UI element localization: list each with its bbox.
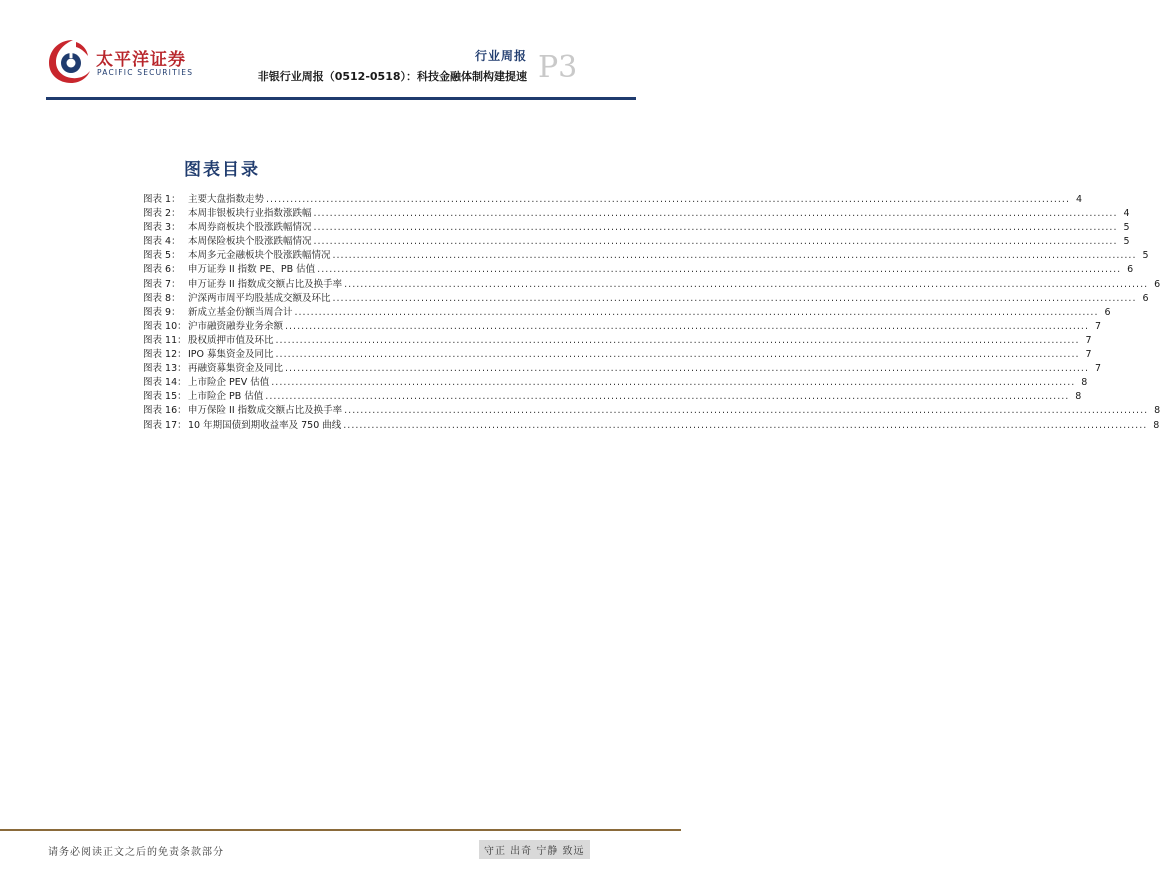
- footer-motto: 守正 出奇 宁静 致远: [479, 840, 590, 859]
- toc-leader-dots: ........................................................................................................................................................................................................: [285, 363, 1089, 375]
- toc-entry-page: 7: [1085, 334, 1092, 346]
- toc-entry[interactable]: [143, 191, 1082, 205]
- toc-leader-dots: ........................................................................................................................................................................................................: [285, 320, 1089, 332]
- toc-entry-title: 本周券商板块个股涨跌幅情况: [188, 222, 312, 234]
- toc-entry-number: 图表 13：: [143, 363, 187, 375]
- toc-leader-dots: ........................................................................................................................................................................................................: [271, 377, 1076, 389]
- toc-entry[interactable]: [143, 360, 1101, 375]
- toc-entry[interactable]: [143, 332, 1092, 346]
- toc-entry-number: 图表 2：: [143, 208, 181, 220]
- report-title: 非银行业周报（0512-0518）：科技金融体制构建提速: [257, 70, 527, 83]
- toc-entry-number: 图表 12：: [143, 349, 187, 361]
- toc-entry-page: 8: [1154, 405, 1160, 417]
- toc-entry-title: IPO 募集资金及同比: [188, 349, 274, 361]
- toc-entry[interactable]: [143, 276, 1160, 290]
- toc-entry[interactable]: [143, 402, 1160, 417]
- report-type: 行业周报: [474, 49, 527, 63]
- toc-entry[interactable]: [143, 233, 1130, 248]
- toc-entry-page: 6: [1104, 306, 1111, 318]
- toc-entry[interactable]: [143, 346, 1092, 361]
- toc-title: 图表目录: [184, 160, 260, 180]
- toc-entry-page: 8: [1153, 419, 1160, 431]
- toc-entry[interactable]: [143, 261, 1134, 276]
- toc-entry-number: 图表 4：: [143, 236, 181, 248]
- toc-entry[interactable]: [143, 304, 1111, 318]
- toc-leader-dots: ........................................................................................................................................................................................................: [344, 405, 1149, 417]
- toc-leader-dots: ........................................................................................................................................................................................................: [332, 292, 1137, 304]
- toc-entry-title: 股权质押市值及环比: [188, 334, 274, 346]
- toc-entry[interactable]: [143, 205, 1130, 220]
- toc-entry-number: 图表 9：: [143, 306, 181, 318]
- toc-entry-page: 7: [1094, 363, 1101, 375]
- toc-leader-dots: ........................................................................................................................................................................................................: [294, 306, 1099, 318]
- toc-entry-page: 5: [1123, 236, 1130, 248]
- toc-entry[interactable]: [143, 219, 1130, 234]
- toc-entry[interactable]: [143, 290, 1149, 304]
- toc-entry-title: 再融资募集资金及同比: [188, 363, 284, 375]
- toc-entry-number: 图表 5：: [143, 250, 181, 262]
- toc-entry-number: 图表 17：: [143, 419, 187, 431]
- toc-entry[interactable]: [143, 374, 1088, 389]
- footer-divider: [0, 829, 681, 831]
- toc-entry-title: 本周保险板块个股涨跌幅情况: [188, 236, 312, 248]
- toc-entry[interactable]: [143, 247, 1149, 262]
- toc-leader-dots: ........................................................................................................................................................................................................: [275, 349, 1080, 361]
- toc-entry-number: 图表 14：: [143, 377, 187, 389]
- toc-entry[interactable]: [143, 318, 1101, 332]
- toc-entry-number: 图表 16：: [143, 405, 187, 417]
- page-number: P3: [538, 50, 578, 85]
- toc-entry-number: 图表 11：: [143, 334, 187, 346]
- toc-entry-number: 图表 10：: [143, 320, 187, 332]
- toc-entry-page: 4: [1123, 208, 1130, 220]
- toc-entry-page: 8: [1075, 391, 1082, 403]
- toc-entry-page: 7: [1094, 320, 1101, 332]
- logo-english-name: PACIFIC SECURITIES: [97, 68, 194, 77]
- toc-entry-number: 图表 6：: [143, 264, 181, 276]
- toc-entry-page: 5: [1142, 250, 1149, 262]
- toc-entry-title: 沪深两市周平均股基成交额及环比: [188, 292, 331, 304]
- toc-entry-title: 10 年期国债到期收益率及 750 曲线: [188, 419, 342, 431]
- table-of-figures: [143, 191, 1160, 431]
- toc-leader-dots: ........................................................................................................................................................................................................: [313, 208, 1118, 220]
- toc-leader-dots: ........................................................................................................................................................................................................: [343, 419, 1148, 431]
- toc-entry-page: 6: [1127, 264, 1134, 276]
- toc-entry-page: 6: [1142, 292, 1149, 304]
- toc-entry-title: 申万证券 II 指数成交额占比及换手率: [188, 278, 343, 290]
- toc-leader-dots: ........................................................................................................................................................................................................: [265, 391, 1070, 403]
- toc-entry-title: 沪市融资融券业务余额: [188, 320, 284, 332]
- toc-leader-dots: ........................................................................................................................................................................................................: [344, 278, 1149, 290]
- toc-entry-title: 主要大盘指数走势: [188, 194, 265, 205]
- toc-entry-number: 图表 7：: [143, 278, 181, 290]
- toc-entry-number: 图表 1：: [143, 194, 181, 205]
- toc-leader-dots: ........................................................................................................................................................................................................: [313, 222, 1118, 234]
- toc-leader-dots: ........................................................................................................................................................................................................: [313, 236, 1118, 248]
- toc-entry-title: 上市险企 PEV 估值: [188, 377, 270, 389]
- toc-entry-title: 申万保险 II 指数成交额占比及换手率: [188, 405, 343, 417]
- toc-entry-page: 4: [1075, 194, 1082, 205]
- toc-entry-number: 图表 8：: [143, 292, 181, 304]
- logo-chinese-name: 太平洋证券: [96, 50, 186, 70]
- toc-entry-page: 8: [1081, 377, 1088, 389]
- company-logo: [46, 36, 194, 86]
- toc-entry-number: 图表 15：: [143, 391, 187, 403]
- toc-entry-page: 7: [1085, 349, 1092, 361]
- toc-leader-dots: ........................................................................................................................................................................................................: [275, 334, 1080, 346]
- toc-entry-title: 本周非银板块行业指数涨跌幅: [188, 208, 312, 220]
- toc-entry-title: 新成立基金份额当周合计: [188, 306, 293, 318]
- toc-leader-dots: ........................................................................................................................................................................................................: [317, 264, 1122, 276]
- toc-entry-title: 申万证券 II 指数 PE、PB 估值: [188, 264, 316, 276]
- toc-entry[interactable]: [143, 388, 1082, 403]
- toc-leader-dots: ........................................................................................................................................................................................................: [332, 250, 1137, 262]
- toc-entry-page: 5: [1123, 222, 1130, 234]
- footer-disclaimer: 请务必阅读正文之后的免责条款部分: [48, 847, 224, 858]
- toc-entry-number: 图表 3：: [143, 222, 181, 234]
- toc-entry[interactable]: [143, 417, 1160, 431]
- header-divider: [46, 97, 636, 100]
- toc-entry-title: 上市险企 PB 估值: [188, 391, 264, 403]
- pacific-securities-logo-icon: [46, 36, 92, 86]
- toc-leader-dots: ........................................................................................................................................................................................................: [266, 194, 1070, 205]
- toc-entry-title: 本周多元金融板块个股涨跌幅情况: [188, 250, 331, 262]
- toc-entry-page: 6: [1154, 278, 1160, 290]
